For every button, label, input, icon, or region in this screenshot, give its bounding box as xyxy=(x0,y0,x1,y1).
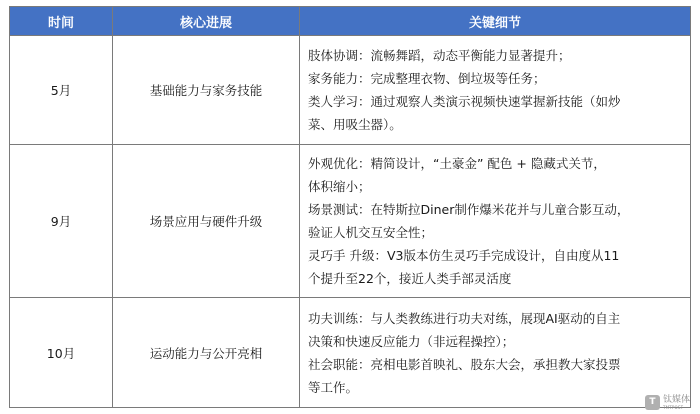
detail-line: 外观优化：精简设计，“土豪金” 配色 + 隐藏式关节， xyxy=(308,156,606,171)
month-cell: 9月 xyxy=(10,145,113,298)
progress-cell: 运动能力与公开亮相 xyxy=(113,298,300,408)
detail-line: 社会职能：亮相电影首映礼、股东大会，承担教大家投票 xyxy=(308,356,621,372)
detail-line: 验证人机交互安全性； xyxy=(308,225,434,240)
detail-line: 家务能力：完成整理衣物、倒垃圾等任务； xyxy=(308,71,546,86)
detail-line: 肢体协调：流畅舞蹈，动态平衡能力显著提升； xyxy=(308,48,571,63)
table-header-row xyxy=(10,7,691,36)
detail-line: 灵巧手 升级：V3版本仿生灵巧手完成设计，自由度从11 xyxy=(308,248,620,263)
detail-line: 场景测试：在特斯拉Diner制作爆米花并与儿童合影互动， xyxy=(308,202,630,217)
progress-cell: 基础能力与家务技能 xyxy=(113,36,300,145)
table-row xyxy=(10,36,691,145)
header-core-progress: 核心进展 xyxy=(113,7,300,36)
details-cell xyxy=(300,36,691,145)
progress-cell: 场景应用与硬件升级 xyxy=(113,145,300,298)
detail-line: 菜、用吸尘器）。 xyxy=(308,117,402,132)
detail-line: 功夫训练：与人类教练进行功夫对练，展现AI驱动的自主 xyxy=(308,310,621,326)
watermark-text: 钛媒体 xyxy=(662,394,690,405)
month-cell: 5月 xyxy=(10,36,113,145)
watermark-logo xyxy=(645,395,690,410)
header-key-details: 关键细节 xyxy=(300,7,691,36)
watermark-seal-icon: T xyxy=(645,395,660,410)
detail-line: 体积缩小； xyxy=(308,179,371,194)
header-time: 时间 xyxy=(10,7,113,36)
watermark-subtext: TMTPOST xyxy=(662,404,684,410)
details-cell xyxy=(300,145,691,298)
detail-line: 等工作。 xyxy=(308,379,359,395)
month-cell: 10月 xyxy=(10,298,113,408)
table-row xyxy=(10,298,691,408)
detail-line: 决策和快速反应能力（非远程操控）； xyxy=(308,333,515,349)
details-cell xyxy=(300,298,691,408)
detail-line: 类人学习：通过观察人类演示视频快速掌握新技能（如炒 xyxy=(308,94,621,109)
table-row xyxy=(10,145,691,298)
progress-table xyxy=(9,6,691,408)
detail-line: 个提升至22个，接近人类手部灵活度 xyxy=(308,271,512,286)
